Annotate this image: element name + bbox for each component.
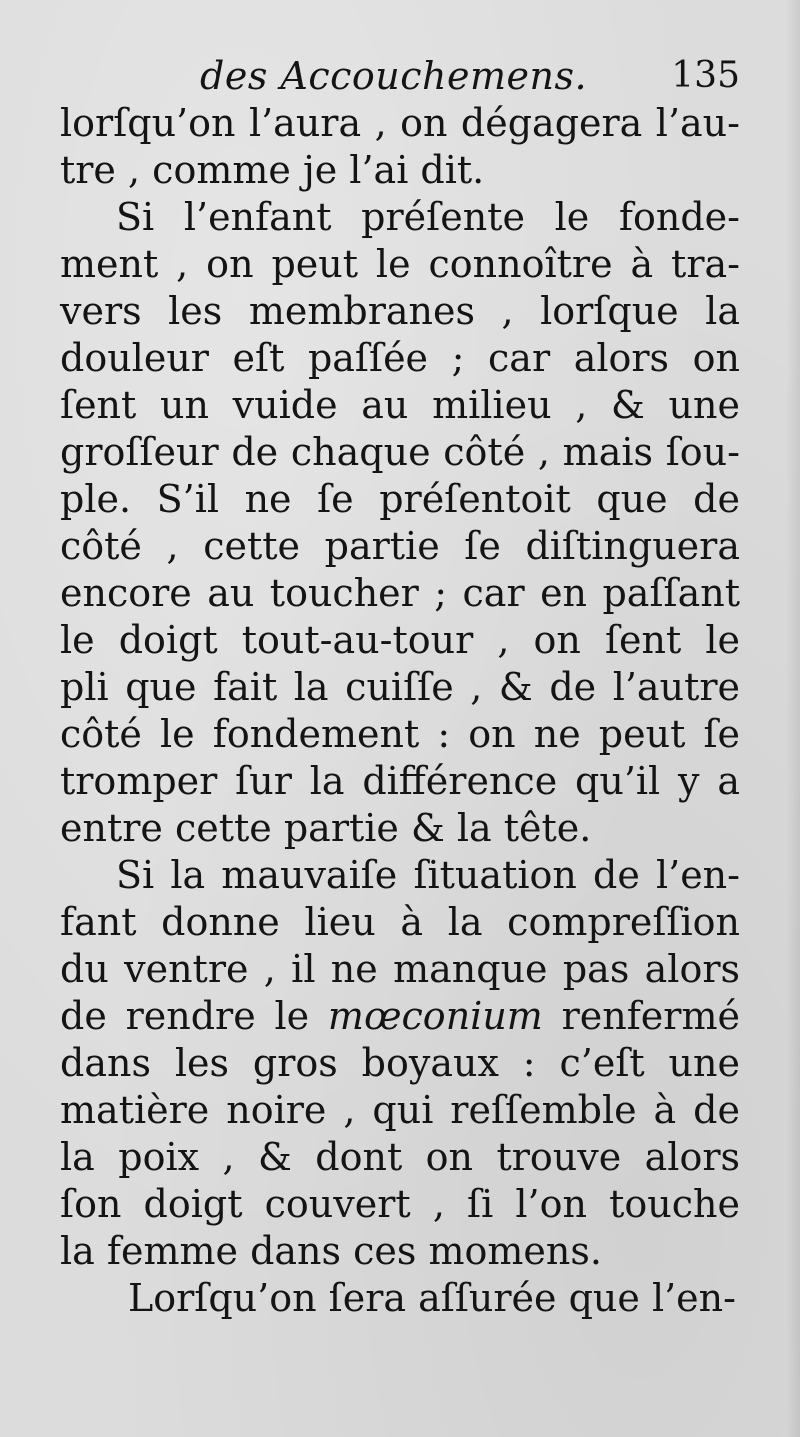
text-line: fant donne lieu à la compreſſion [60,900,740,944]
text-line: côté , cette partie ſe diſtinguera [60,524,740,568]
text-line: Si la mauvaiſe ſituation de l’en- [116,853,740,897]
text-line: matière noire , qui reſſemble à de [60,1088,740,1132]
text-line: ple. S’il ne ſe préſentoit que de [60,477,740,521]
text-line: ſon doigt couvert , ſi l’on touche [60,1182,740,1226]
italic-term: mœconium [327,994,543,1038]
text-line: côté le fondement : on ne peut ſe [60,712,740,756]
page-header [200,48,740,104]
text-line: du ventre , il ne manque pas alors [60,947,740,991]
text-line: lorſqu’on l’aura , on dégagera l’au- [60,101,740,145]
page-edge-shadow [786,0,800,1437]
text-line: la poix , & dont on trouve alors [60,1135,740,1179]
text-line: douleur eſt paſſée ; car alors on [60,336,740,380]
text-line: vers les membranes , lorſque la [60,289,740,333]
body-text [60,100,740,1322]
text-line: tromper ſur la différence qu’il y a [60,759,740,803]
text-line: la femme dans ces momens. [60,1229,602,1273]
text-line: encore au toucher ; car en paſſant [60,571,740,615]
text-line: Lorſqu’on ſera aſſurée que l’en- [128,1276,736,1320]
text-line: pli que fait la cuiſſe , & de l’autre [60,665,740,709]
text-line: ment , on peut le connoître à tra- [60,242,740,286]
page-number: 135 [671,55,740,96]
text-span: renfermé [542,994,740,1038]
text-line-with-italic [60,993,740,1040]
text-line: dans les gros boyaux : c’eſt une [60,1041,740,1085]
text-line: le doigt tout-au-tour , on ſent le [60,618,740,662]
text-line: groſſeur de chaque côté , mais ſou- [60,430,740,474]
text-line: tre , comme je l’ai dit. [60,148,485,192]
text-line: ſent un vuide au milieu , & une [60,383,740,427]
running-title: des Accouchemens. [200,54,588,98]
text-line: entre cette partie & la tête. [60,806,592,850]
text-line: Si l’enfant préſente le fonde- [116,195,740,239]
text-span: de rendre le [60,994,328,1038]
